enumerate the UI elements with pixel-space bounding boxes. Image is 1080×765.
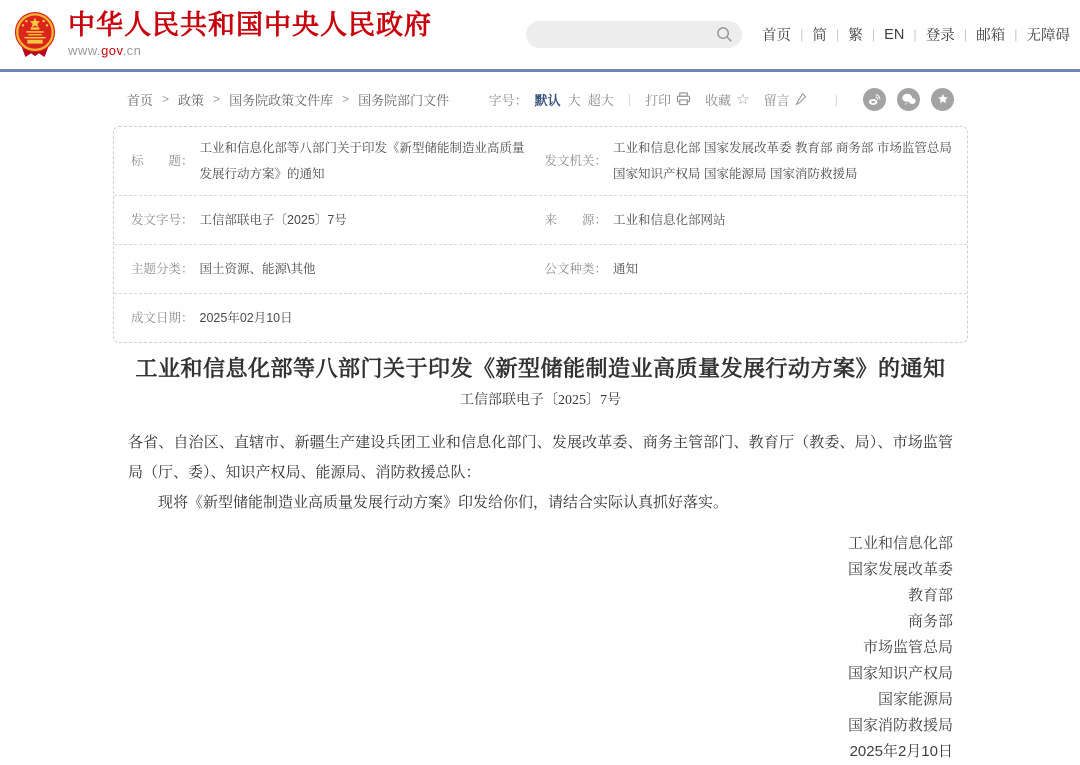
signature-line: 国家知识产权局: [847, 665, 953, 682]
share-icons: [852, 88, 954, 111]
table-row: [114, 245, 967, 294]
nav-mailbox[interactable]: 邮箱: [976, 28, 1006, 44]
nav-separator: |: [800, 27, 804, 42]
meta-topic-value: 国土资源、能源\其他: [199, 262, 316, 276]
meta-doc-type-cell: [541, 245, 968, 293]
document-paragraph: 各省、自治区、直辖市、新疆生产建设兵团工业和信息化部门、发展改革委、商务主管部门、教育厅（教委、局）、市场监管局（厅、委）、知识产权局、能源局、消防救援总队：: [128, 434, 953, 481]
meta-doc-type-label: 公文种类：: [544, 262, 608, 276]
site-title: 中华人民共和国中央人民政府: [68, 10, 432, 41]
meta-date-label: 成文日期：: [131, 311, 194, 325]
site-url-cn: .cn: [122, 42, 142, 58]
nav-traditional[interactable]: 繁: [848, 28, 863, 44]
breadcrumb-separator: >: [342, 92, 350, 106]
signature-line: 国家消防救援局: [847, 717, 953, 734]
site-url-gov: gov: [101, 42, 123, 58]
meta-date-value: 2025年02月10日: [199, 311, 293, 325]
breadcrumb-home[interactable]: 首页: [127, 92, 154, 108]
toolbar: [489, 88, 954, 111]
nav-accessibility[interactable]: 无障碍: [1026, 28, 1070, 44]
breadcrumb: [127, 90, 449, 109]
favorite-label: 收藏: [705, 92, 732, 108]
breadcrumb-department-docs: 国务院部门文件: [358, 92, 450, 108]
signature-line: 国家能源局: [877, 691, 953, 708]
document-meta-table: [113, 126, 968, 343]
wechat-icon: [902, 93, 916, 105]
signature-line: 教育部: [907, 587, 953, 604]
comment-label: 留言: [763, 92, 790, 108]
national-emblem-icon: [12, 11, 58, 59]
favorite-button[interactable]: [705, 90, 749, 109]
print-label: 打印: [645, 92, 672, 108]
meta-title-label: 标 题：: [131, 154, 194, 168]
signature-line: 国家发展改革委: [847, 561, 953, 578]
meta-date-cell: [114, 294, 967, 342]
weibo-icon: [868, 93, 881, 106]
signature-date: 2025年2月10日: [849, 743, 953, 760]
meta-title-value: 工业和信息化部等八部门关于印发《新型储能制造业高质量发展行动方案》的通知: [199, 141, 525, 181]
top-nav: [762, 24, 1070, 45]
nav-separator: |: [871, 27, 876, 42]
meta-doc-number-cell: [114, 196, 541, 244]
document-number: 工信部联电子〔2025〕7号: [460, 393, 621, 408]
site-url: [68, 43, 432, 58]
meta-source-cell: [541, 196, 968, 244]
site-header: [0, 0, 1080, 72]
share-wechat-button[interactable]: [897, 88, 920, 111]
table-row: [114, 196, 967, 245]
signature-line: 市场监管总局: [862, 639, 953, 656]
search-input[interactable]: [540, 27, 716, 42]
font-size-label: 字号：: [488, 92, 528, 108]
meta-issuer-value: 工业和信息化部 国家发展改革委 教育部 商务部 市场监管总局 国家知识产权局 国家能源局 国家消防救援局: [613, 141, 952, 181]
document-title: 工业和信息化部等八部门关于印发《新型储能制造业高质量发展行动方案》的通知: [135, 356, 946, 381]
comment-button[interactable]: [764, 90, 807, 109]
site-url-www: www.: [68, 42, 102, 58]
nav-home[interactable]: 首页: [762, 28, 791, 44]
signature-block: [113, 531, 968, 765]
table-row: [114, 294, 967, 342]
meta-doc-number-value: 工信部联电子〔2025〕7号: [199, 213, 347, 227]
share-weibo-button[interactable]: [863, 88, 886, 111]
meta-source-label: 来 源：: [544, 213, 608, 227]
breadcrumb-separator: >: [213, 92, 221, 106]
nav-english[interactable]: EN: [884, 26, 905, 43]
table-row: [114, 127, 967, 196]
star-outline-icon: ☆: [736, 90, 750, 108]
site-logo[interactable]: [12, 11, 432, 59]
nav-login[interactable]: 登录: [925, 28, 955, 44]
meta-source-value: 工业和信息化部网站: [613, 213, 726, 227]
toolbar-separator: |: [627, 91, 632, 107]
star-badge-icon: [937, 93, 949, 105]
meta-title-cell: [114, 127, 541, 195]
breadcrumb-policy[interactable]: 政策: [178, 92, 205, 108]
breadcrumb-separator: >: [162, 92, 170, 106]
nav-separator: |: [835, 27, 840, 42]
toolbar-separator: |: [834, 91, 838, 107]
nav-separator: |: [1014, 27, 1018, 42]
nav-separator: |: [963, 27, 968, 42]
meta-issuer-label: 发文机关：: [544, 154, 608, 168]
share-favorite-button[interactable]: [931, 88, 954, 111]
search-box[interactable]: [526, 21, 742, 48]
meta-doc-number-label: 发文字号：: [131, 213, 194, 227]
breadcrumb-policy-library[interactable]: 国务院政策文件库: [229, 92, 334, 108]
nav-simplified[interactable]: 简: [812, 28, 827, 44]
printer-icon: [676, 92, 691, 106]
font-size-default[interactable]: 默认: [534, 92, 561, 108]
meta-doc-type-value: 通知: [613, 262, 639, 276]
signature-line: 商务部: [907, 613, 953, 630]
signature-line: 工业和信息化部: [847, 535, 953, 552]
font-size-xlarge[interactable]: 超大: [587, 92, 614, 108]
print-button[interactable]: [645, 90, 691, 109]
meta-topic-cell: [114, 245, 541, 293]
meta-topic-label: 主题分类：: [131, 262, 194, 276]
document-paragraph: 现将《新型储能制造业高质量发展行动方案》印发给你们，请结合实际认真抓好落实。: [158, 494, 729, 511]
search-icon[interactable]: [716, 26, 733, 43]
nav-separator: |: [913, 27, 917, 42]
meta-issuer-cell: [541, 127, 968, 195]
font-size-large[interactable]: 大: [567, 92, 581, 108]
pen-icon: [795, 92, 807, 106]
